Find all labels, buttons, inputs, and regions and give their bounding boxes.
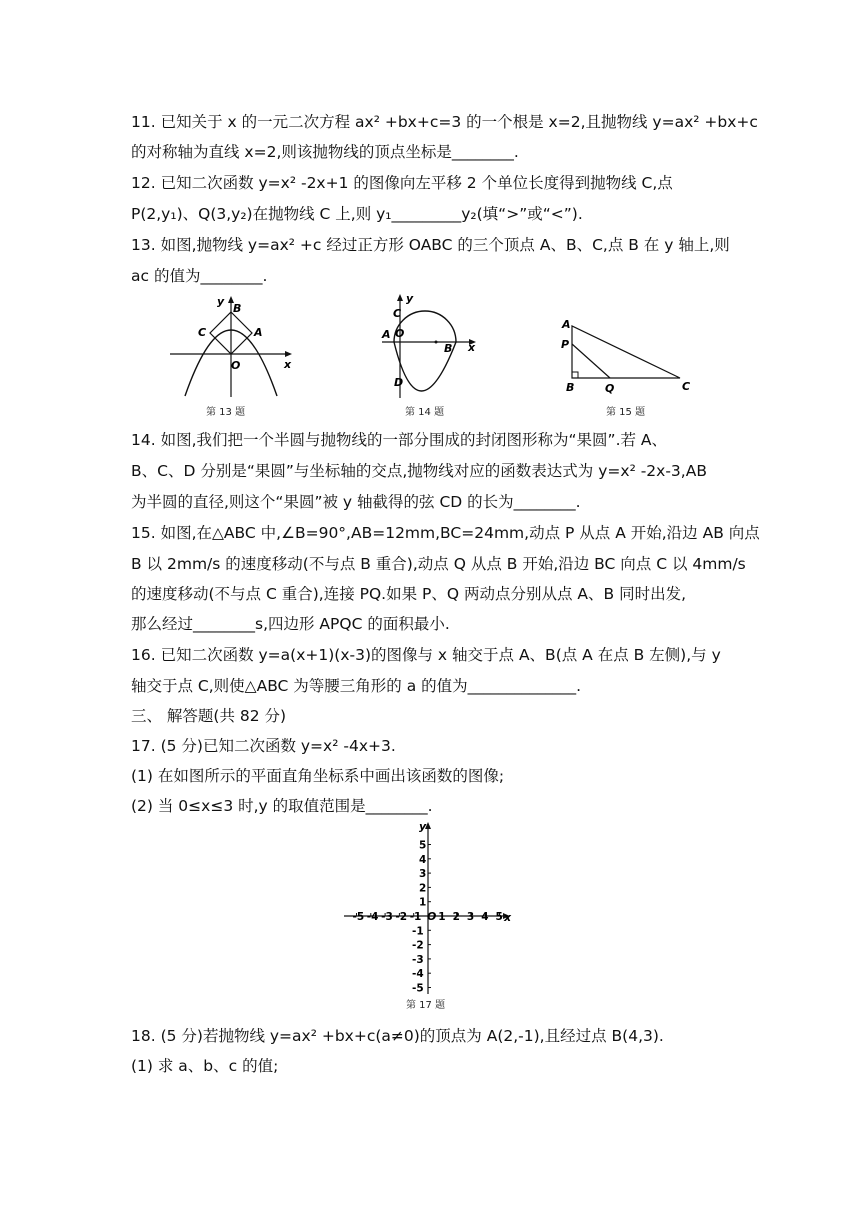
fig17-x-tick-label: -4 bbox=[366, 911, 379, 923]
fig13-label-B: B bbox=[233, 302, 242, 315]
fig17-x-tick-label: 5 bbox=[495, 911, 503, 923]
fig17-caption: 第 17 题 bbox=[406, 1000, 446, 1011]
fig17-x-tick-label: -2 bbox=[395, 911, 408, 923]
fig13-label-A: A bbox=[254, 326, 263, 339]
fig17-x-tick-label: 1 bbox=[438, 911, 446, 923]
fig14-label-O: O bbox=[395, 327, 405, 340]
fig14-caption: 第 14 题 bbox=[405, 407, 445, 418]
fig17-label-x: x bbox=[504, 911, 512, 924]
fig17-y-tick-label: 5 bbox=[419, 839, 427, 852]
fig14-label-D: D bbox=[394, 376, 404, 389]
q14-line3: 为半圆的直径,则这个“果圆”被 y 轴截得的弦 CD 的长为________. bbox=[131, 493, 581, 511]
fig14-label-x: x bbox=[468, 341, 476, 354]
q15-line2: B 以 2mm/s 的速度移动(不与点 B 重合),动点 Q 从点 B 开始,沿边 BC 向点 C 以 4mm/s bbox=[131, 555, 746, 573]
fig17-x-tick-label: 4 bbox=[481, 911, 489, 923]
fig17-y-tick-label: -4 bbox=[412, 968, 424, 981]
q18-line2: (1) 求 a、b、c 的值; bbox=[131, 1057, 279, 1075]
fig14-label-C: C bbox=[393, 307, 402, 320]
fig17-y-tick-label: -1 bbox=[412, 925, 424, 938]
fig13-label-x: x bbox=[284, 358, 292, 371]
figure-17 bbox=[340, 818, 520, 998]
q14-line2: B、C、D 分别是“果圆”与坐标轴的交点,抛物线对应的函数表达式为 y=x² -2x-3,AB bbox=[131, 462, 707, 480]
fig13-label-y: y bbox=[217, 295, 225, 308]
q17-line2: (1) 在如图所示的平面直角坐标系中画出该函数的图像; bbox=[131, 767, 505, 785]
fig17-y-tick-label: 1 bbox=[419, 896, 427, 909]
figure-13 bbox=[165, 292, 295, 402]
fig17-x-tick-label: 3 bbox=[466, 911, 475, 923]
q12-line1: 12. 已知二次函数 y=x² -2x+1 的图像向左平移 2 个单位长度得到抛物线 C,点 bbox=[131, 174, 673, 192]
fig17-y-tick-label: 2 bbox=[419, 882, 427, 895]
q11-line2: 的对称轴为直线 x=2,则该抛物线的顶点坐标是________. bbox=[131, 143, 519, 161]
fig17-y-tick-label: -5 bbox=[412, 982, 424, 995]
q15-line3: 的速度移动(不与点 C 重合),连接 PQ.如果 P、Q 两动点分别从点 A、B 同时出发, bbox=[131, 585, 687, 603]
fig15-label-C: C bbox=[682, 380, 691, 393]
fig17-x-tick-label: -5 bbox=[352, 911, 365, 923]
fig17-y-tick-label: -3 bbox=[412, 953, 424, 966]
fig13-label-C: C bbox=[198, 326, 207, 339]
fig17-x-tick-label: 2 bbox=[452, 911, 460, 923]
q18-line1: 18. (5 分)若抛物线 y=ax² +bx+c(a≠0)的顶点为 A(2,-1),且经过点 B(4,3). bbox=[131, 1027, 664, 1045]
figure-15 bbox=[558, 316, 698, 400]
fig17-label-O: O bbox=[427, 910, 437, 923]
q12-line2: P(2,y₁)、Q(3,y₂)在抛物线 C 上,则 y₁_________y₂(填“>”或“<”). bbox=[131, 205, 583, 223]
q17-line1: 17. (5 分)已知二次函数 y=x² -4x+3. bbox=[131, 737, 396, 755]
q15-line1: 15. 如图,在△ABC 中,∠B=90°,AB=12mm,BC=24mm,动点 P 从点 A 开始,沿边 AB 向点 bbox=[131, 524, 760, 542]
q13-line2: ac 的值为________. bbox=[131, 267, 268, 285]
fig13-label-O: O bbox=[231, 359, 241, 372]
section-3-heading: 三、 解答题(共 82 分) bbox=[131, 707, 287, 725]
fig17-y-tick-label: -2 bbox=[412, 939, 424, 952]
fig17-y-tick-label: 4 bbox=[419, 853, 427, 866]
fig17-label-y: y bbox=[419, 820, 427, 833]
fig14-label-A: A bbox=[382, 328, 391, 341]
fig15-label-P: P bbox=[561, 338, 570, 351]
q11-line1: 11. 已知关于 x 的一元二次方程 ax² +bx+c=3 的一个根是 x=2,且抛物线 y=ax² +bx+c bbox=[131, 113, 758, 131]
q16-line1: 16. 已知二次函数 y=a(x+1)(x-3)的图像与 x 轴交于点 A、B(点 A 在点 B 左侧),与 y bbox=[131, 646, 721, 664]
q15-line4: 那么经过________s,四边形 APQC 的面积最小. bbox=[131, 615, 450, 633]
fig17-x-tick-label: -3 bbox=[381, 911, 393, 923]
fig13-caption: 第 13 题 bbox=[206, 407, 246, 418]
fig15-label-B: B bbox=[566, 381, 575, 394]
q14-line1: 14. 如图,我们把一个半圆与抛物线的一部分围成的封闭图形称为“果圆”.若 A、 bbox=[131, 431, 668, 449]
q17-line3: (2) 当 0≤x≤3 时,y 的取值范围是________. bbox=[131, 797, 433, 815]
figure-14 bbox=[378, 290, 478, 402]
fig14-label-B: B bbox=[444, 342, 453, 355]
fig15-label-A: A bbox=[562, 318, 571, 331]
fig17-y-tick-label: 3 bbox=[419, 868, 427, 881]
fig15-caption: 第 15 题 bbox=[606, 407, 646, 418]
fig15-label-Q: Q bbox=[605, 382, 615, 395]
q16-line2: 轴交于点 C,则使△ABC 为等腰三角形的 a 的值为______________. bbox=[131, 677, 582, 695]
fig14-label-y: y bbox=[406, 292, 414, 305]
fig17-x-tick-label: -1 bbox=[409, 911, 422, 923]
q13-line1: 13. 如图,抛物线 y=ax² +c 经过正方形 OABC 的三个顶点 A、B、C,点 B 在 y 轴上,则 bbox=[131, 236, 730, 254]
